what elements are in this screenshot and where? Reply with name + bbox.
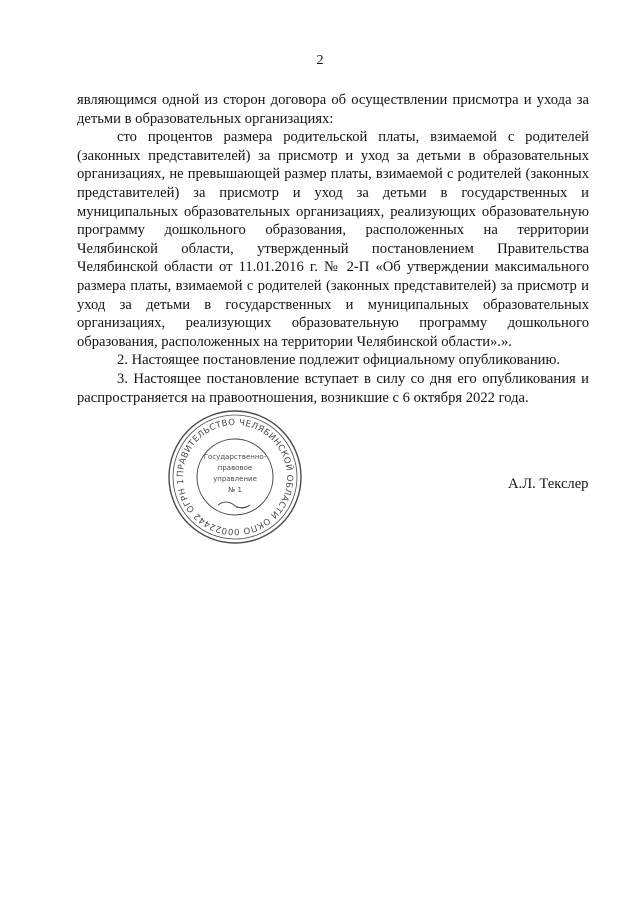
seal-center-line-4: № 1 [228,486,242,494]
seal-center-line-2: правовое [217,464,253,472]
paragraph-effective-date: 3. Настоящее постановление вступает в силу со дня его опубликования и распространяется на правоотношения, возникшие с 6 октября 2022 года. [77,370,589,406]
seal-center-line-3: управление [213,475,257,483]
paragraph-intro: являющимся одной из сторон договора об осуществлении присмотра и ухода за детьми в образовательных организациях: [77,92,589,127]
seal-graphic [160,405,310,550]
seal-center-line-1: Государственно- [203,453,267,461]
document-body [77,91,589,407]
seal-emblem-mark [218,502,250,508]
paragraph-payment: сто процентов размера родительской платы, взимаемой с родителей (законных представителей) за присмотр и уход за детьми в образовательных организациях, не превышающей размер платы, взимаемой с родителей (законных представителей) за присмотр и уход за детьми в государственных и муниципальных образовательных организациях, реализующих образовательную программу дошкольного образования, расположенных на территории Челябинской области, утвержденный постановлением Правительства Челябинской области от 11.01.2016 г. № 2-П «Об утверждении максимального размера платы, взимаемой с родителей (законных представителей) за присмотр и уход за детьми в государственных и муниципальных образовательных организациях, реализующих образовательную программу дошкольного образования, расположенных на территории Челябинской области».». [77,129,589,350]
seal-ring-text: ПРАВИТЕЛЬСТВО ЧЕЛЯБИНСКОЙ ОБЛАСТИ ОКПО 00022442 ОГРН 1 [175,417,295,537]
page-number: 2 [316,53,324,68]
paragraph-publication: 2. Настоящее постановление подлежит официальному опубликованию. [117,352,561,369]
official-seal [160,405,310,550]
signatory-name: А.Л. Текслер [508,476,589,492]
